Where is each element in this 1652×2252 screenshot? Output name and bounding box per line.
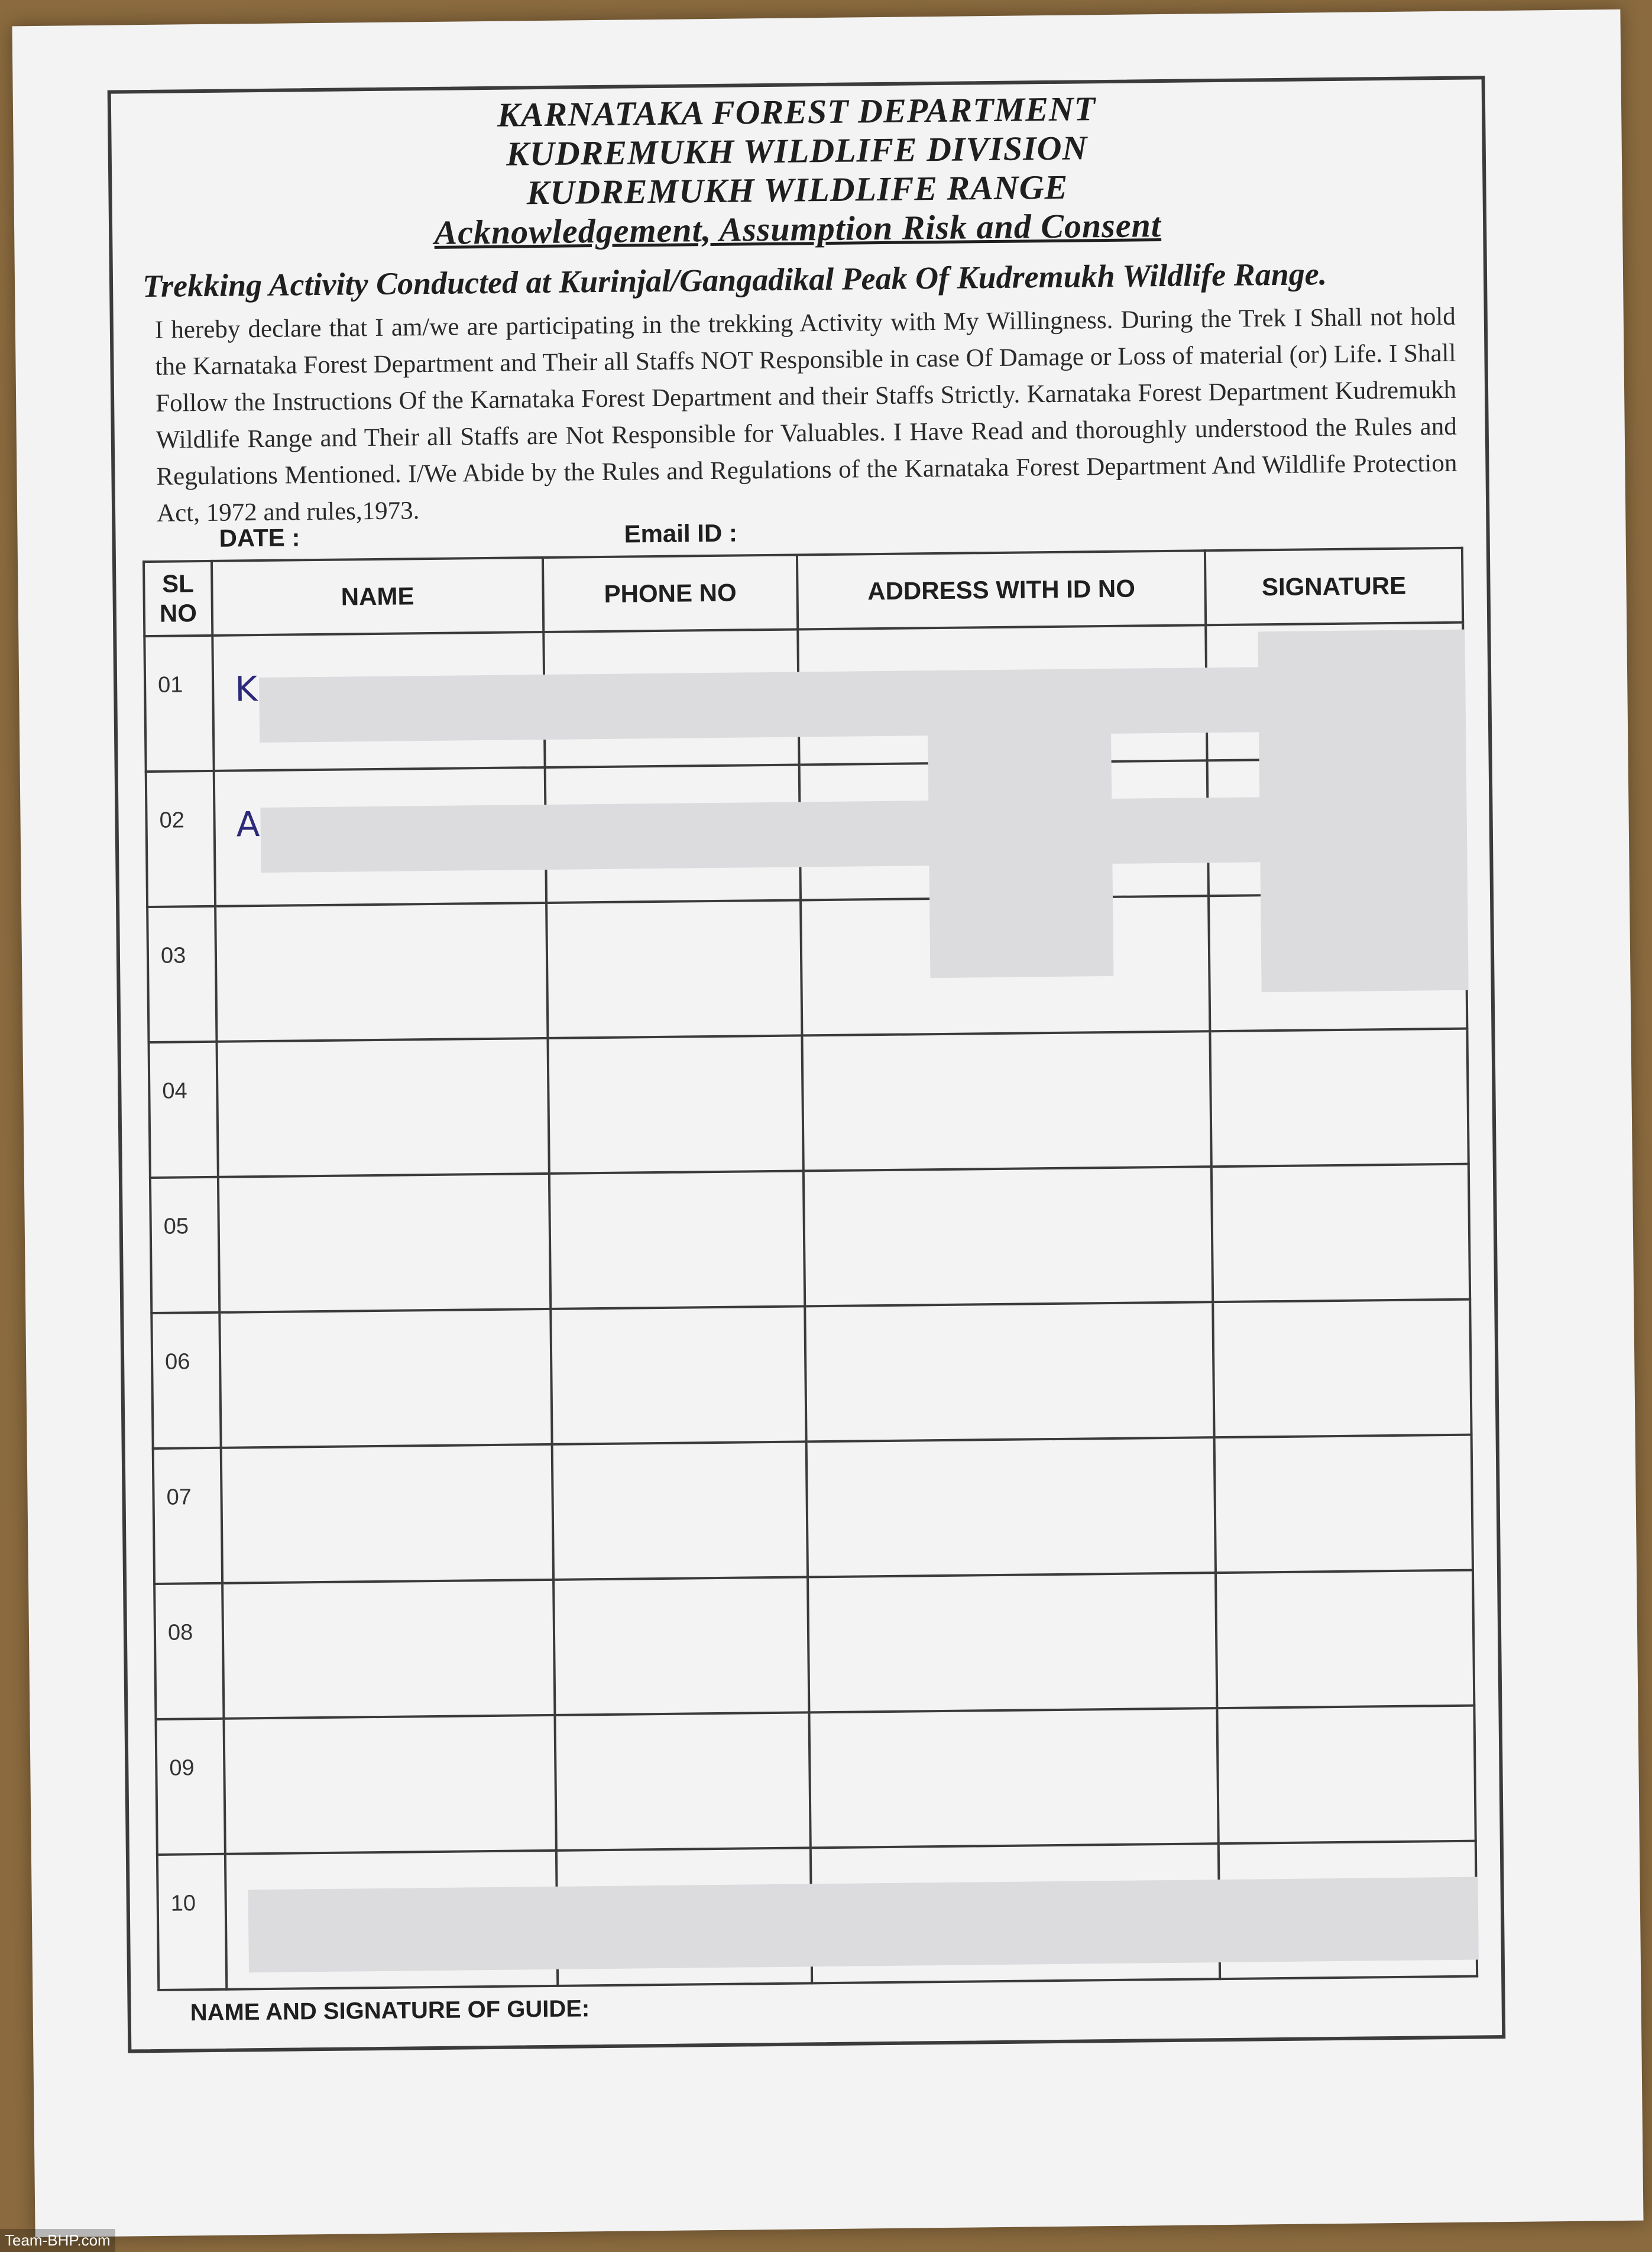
range-title: KUDREMUKH WILDLIFE RANGE (526, 167, 1068, 212)
sl-number: 02 (159, 808, 185, 833)
header-sl-line2: NO (159, 599, 197, 627)
name-cell[interactable] (221, 1444, 553, 1583)
sl-number: 09 (169, 1755, 195, 1781)
signature-cell[interactable] (1210, 1029, 1468, 1167)
address-cell[interactable] (808, 1573, 1217, 1712)
sl-number: 07 (166, 1485, 192, 1510)
sl-number: 01 (157, 672, 183, 698)
redaction-block (260, 795, 1467, 873)
sl-number: 05 (163, 1214, 189, 1239)
signature-cell[interactable] (1212, 1164, 1470, 1302)
address-cell[interactable] (809, 1708, 1218, 1848)
phone-cell[interactable] (548, 1035, 803, 1173)
phone-cell[interactable] (553, 1577, 809, 1715)
name-cell[interactable] (216, 1038, 549, 1177)
signature-cell[interactable] (1217, 1706, 1475, 1844)
handwritten-name: A (236, 804, 260, 845)
name-cell[interactable] (218, 1174, 550, 1313)
phone-cell[interactable] (555, 1712, 810, 1850)
table-row (151, 1300, 1471, 1449)
sl-cell (146, 771, 215, 907)
sl-number: 03 (160, 943, 186, 968)
consent-title: Acknowledgement, Assumption Risk and Consent (434, 206, 1162, 252)
sl-cell (154, 1583, 223, 1719)
sl-cell (144, 636, 213, 772)
name-cell[interactable] (223, 1715, 556, 1854)
trek-title: Trekking Activity Conducted at Kurinjal/Gangadikal Peak Of Kudremukh Wildlife Range. (142, 256, 1327, 304)
sl-cell (149, 1042, 218, 1178)
address-cell[interactable] (804, 1166, 1213, 1306)
table-header-row (144, 548, 1463, 636)
sl-cell (147, 906, 216, 1042)
signature-cell[interactable] (1213, 1300, 1471, 1438)
header-sl-line1: SL (161, 569, 194, 598)
email-label: Email ID : (624, 519, 738, 548)
phone-cell[interactable] (552, 1441, 808, 1579)
declaration-text: I hereby declare that I am/we are participating in the trekking Activity with My Willingness. During the Trek I Shall not hold the Karnataka Forest Department and Their all Staffs NOT Responsible in case Of Damage or Loss of material (or) Life. I Shall Follow the Instructions Of the Karnataka Forest Department and their Staffs Strictly. Karnataka Forest Department Kudremukh Wildlife Range and Their all Staffs are Not Responsible for Valuables. I Have Read and thoroughly understood the Rules and Regulations Mentioned. I/We Abide by the Rules and Regulations of the Karnataka Forest Department And Wildlife Protection Act, 1972 and rules,1973. (154, 302, 1457, 527)
table-row (156, 1706, 1475, 1855)
redaction-block (248, 1877, 1479, 1973)
paper-sheet (12, 9, 1643, 2237)
handwritten-name: K (234, 669, 258, 709)
header-phone: PHONE NO (543, 555, 798, 631)
table-row (150, 1164, 1470, 1313)
form-header (111, 85, 1483, 255)
table-row (149, 1029, 1469, 1178)
department-title: KARNATAKA FOREST DEPARTMENT (497, 89, 1096, 134)
division-title: KUDREMUKH WILDLIFE DIVISION (506, 128, 1088, 173)
watermark: Team-BHP.com (0, 2229, 115, 2252)
header-signature: SIGNATURE (1205, 548, 1463, 626)
form-frame (108, 76, 1506, 2053)
sl-number: 08 (167, 1620, 193, 1645)
phone-cell[interactable] (549, 1171, 805, 1308)
signature-cell[interactable] (1214, 1435, 1473, 1573)
table-row (154, 1570, 1474, 1719)
header-sl-no (144, 561, 212, 636)
sl-cell (151, 1313, 221, 1449)
address-cell[interactable] (802, 1031, 1211, 1171)
address-cell[interactable] (806, 1437, 1216, 1577)
name-cell[interactable] (215, 903, 548, 1042)
signature-cell[interactable] (1216, 1570, 1474, 1709)
phone-cell[interactable] (546, 900, 802, 1038)
address-cell[interactable] (805, 1302, 1214, 1441)
table-row (153, 1435, 1473, 1584)
sl-number: 04 (162, 1078, 187, 1104)
sl-cell (150, 1177, 219, 1313)
sl-cell (153, 1448, 222, 1584)
sl-number: 10 (170, 1891, 196, 1916)
sl-cell (156, 1719, 225, 1855)
header-address: ADDRESS WITH ID NO (797, 550, 1206, 629)
name-cell[interactable] (219, 1309, 552, 1448)
guide-signature-label: NAME AND SIGNATURE OF GUIDE: (190, 1995, 590, 2026)
name-cell[interactable] (222, 1580, 555, 1719)
sl-cell (157, 1854, 226, 1990)
date-label: DATE : (219, 523, 300, 552)
header-name: NAME (212, 558, 543, 636)
sl-number: 06 (164, 1349, 190, 1375)
phone-cell[interactable] (550, 1306, 806, 1444)
